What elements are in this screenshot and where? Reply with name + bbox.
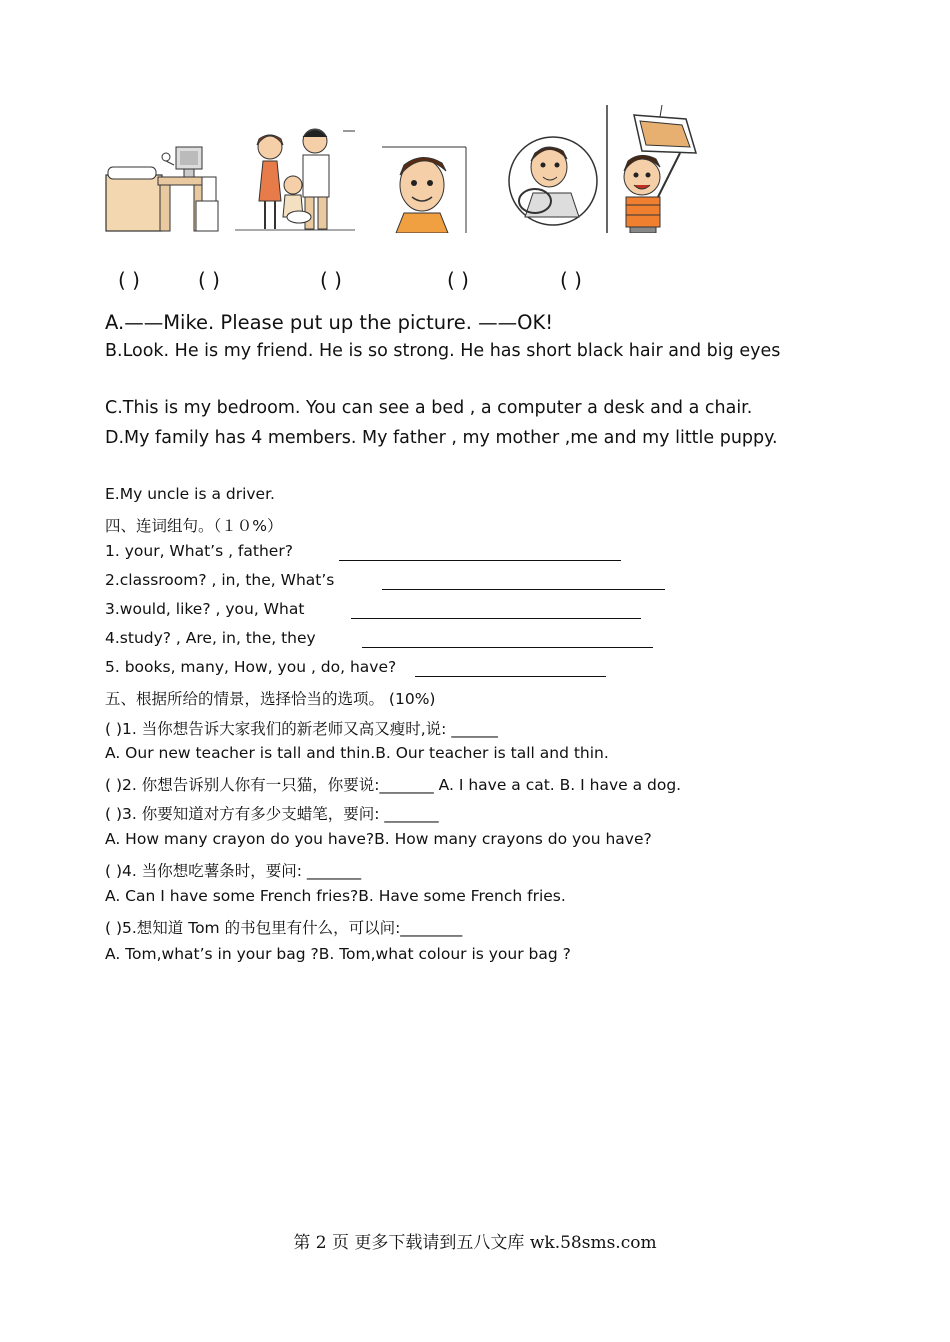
question-2: ( )2. 你想告诉别人你有一只猫，你要说:_______ A. I have a cat. B. I have a dog. <box>105 776 682 794</box>
boy-friend-picture <box>382 105 468 233</box>
sentence-item-3 <box>105 600 304 618</box>
page-footer: 第 2 页 更多下载请到五八文库 wk.58sms.com <box>293 1233 657 1253</box>
sentence-item-1-words: 1. your, What’s , father? <box>105 542 293 560</box>
answer-blank-3[interactable]: ( ) <box>320 268 342 292</box>
answer-line-5[interactable] <box>415 662 606 677</box>
question-1-options: A. Our new teacher is tall and thin.B. Our teacher is tall and thin. <box>105 744 609 762</box>
family-picture <box>235 105 355 233</box>
option-a: A.——Mike. Please put up the picture. ——OK! <box>105 311 554 334</box>
section4-title: 四、连词组句。（１０%） <box>105 517 283 535</box>
option-e: E.My uncle is a driver. <box>105 485 275 503</box>
question-4-options: A. Can I have some French fries?B. Have some French fries. <box>105 887 566 905</box>
option-c: C.This is my bedroom. You can see a bed , a computer a desk and a chair. <box>105 398 753 418</box>
answer-blank-4[interactable]: ( ) <box>447 268 469 292</box>
sentence-item-5-words: 5. books, many, How, you , do, have? <box>105 658 397 676</box>
answer-blank-5[interactable]: ( ) <box>560 268 582 292</box>
answer-blank-1[interactable]: ( ) <box>118 268 140 292</box>
boy-picture-frame-picture <box>604 105 706 233</box>
bedroom-picture <box>104 105 222 233</box>
answer-blank-2[interactable]: ( ) <box>198 268 220 292</box>
question-1: ( )1. 当你想告诉大家我们的新老师又高又瘦时,说: ______ <box>105 720 498 738</box>
driver-picture <box>505 105 601 233</box>
sentence-item-2-words: 2.classroom? , in, the, What’s <box>105 571 335 589</box>
answer-line-2[interactable] <box>382 575 665 590</box>
sentence-item-2 <box>105 571 334 589</box>
question-4: ( )4. 当你想吃薯条时，要问: _______ <box>105 862 362 880</box>
sentence-item-3-words: 3.would, like? , you, What <box>105 600 305 618</box>
sentence-item-5 <box>105 658 396 676</box>
answer-line-3[interactable] <box>351 604 641 619</box>
sentence-item-4-words: 4.study? , Are, in, the, they <box>105 629 316 647</box>
sentence-item-1 <box>105 542 293 560</box>
question-3-options: A. How many crayon do you have?B. How many crayons do you have? <box>105 830 652 848</box>
section5-title: 五、根据所给的情景，选择恰当的选项。 (10%) <box>105 690 436 708</box>
answer-line-4[interactable] <box>362 633 653 648</box>
option-b: B.Look. He is my friend. He is so strong. He has short black hair and big eyes <box>105 341 781 361</box>
question-5: ( )5.想知道 Tom 的书包里有什么，可以问:________ <box>105 919 463 937</box>
option-d: D.My family has 4 members. My father , my mother ,me and my little puppy. <box>105 428 778 448</box>
sentence-item-4 <box>105 629 316 647</box>
question-3: ( )3. 你要知道对方有多少支蜡笔，要问: _______ <box>105 805 439 823</box>
answer-line-1[interactable] <box>339 546 621 561</box>
question-5-options: A. Tom,what’s in your bag ?B. Tom,what colour is your bag ? <box>105 945 571 963</box>
